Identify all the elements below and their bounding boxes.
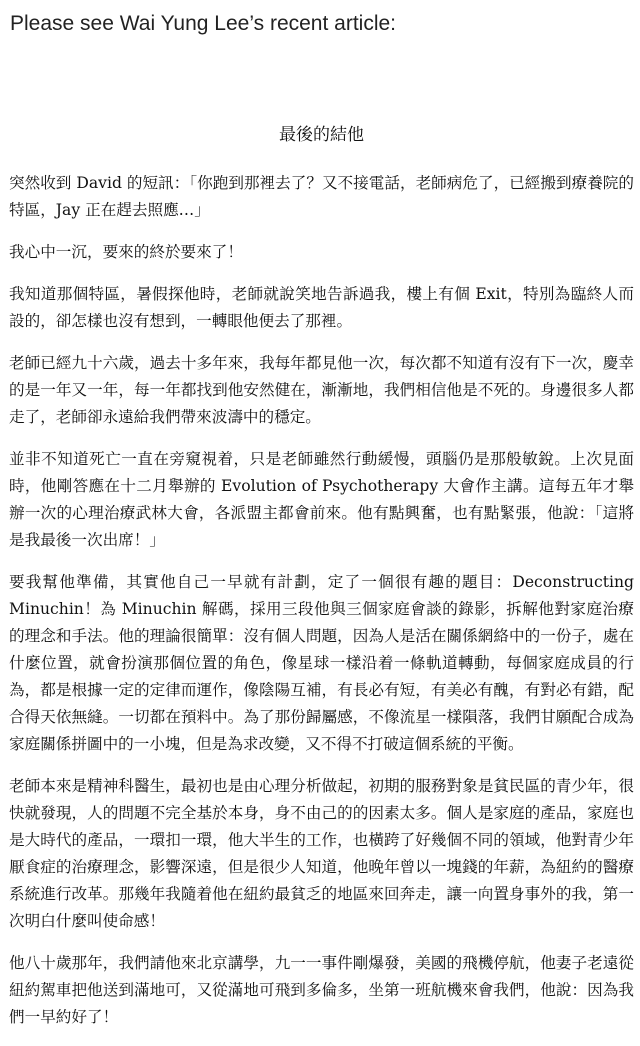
- article-paragraph: 他八十歲那年，我們請他來北京講學，九一一事件剛爆發，美國的飛機停航，他妻子老遠從紐約駕車把他送到滿地可，又從滿地可飛到多倫多，坐第一班航機來會我們，他說：因為我們一早約好了！: [9, 954, 634, 1026]
- article-paragraph: 老師本來是精神科醫生，最初也是由心理分析做起，初期的服務對象是貧民區的青少年，很快就發現，人的問題不完全基於本身，身不由己的的因素太多。個人是家庭的產品，家庭也是大時代的產品，一環扣一環，他大半生的工作，也橫跨了好幾個不同的領域，他對青少年厭食症的治療理念，影響深遠，但是很少人知道，他晚年曾以一塊錢的年薪，為紐約的醫療系統進行改革。那幾年我隨着他在紐約最貧乏的地區來回奔走，讓一向置身事外的我，第一次明白什麼叫使命感！: [9, 777, 634, 930]
- article-paragraph: 我心中一沉，要來的終於要來了！: [9, 243, 243, 261]
- article: [9, 120, 634, 1046]
- article-paragraph: 並非不知道死亡一直在旁窺視着，只是老師雖然行動緩慢，頭腦仍是那般敏銳。上次見面時，他剛答應在十二月舉辦的 Evolution of Psychotherapy 大會作主講。這每五年才舉辦一次的心理治療武林大會，各派盟主都會前來。他有點興奮，也有點緊張，他說：「這將是我最後一次出席！」: [9, 450, 634, 549]
- article-title: 最後的結他: [279, 125, 364, 145]
- article-paragraph: 突然收到 David 的短訊：「你跑到那裡去了？又不接電話，老師病危了，已經搬到療養院的特區，Jay 正在趕去照應…」: [9, 174, 634, 219]
- article-paragraph: 我知道那個特區，暑假探他時，老師就說笑地告訴過我，樓上有個 Exit，特別為臨終人而設的，卻怎樣也沒有想到，一轉眼他便去了那裡。: [9, 285, 634, 330]
- article-paragraph: 要我幫他準備，其實他自己一早就有計劃，定了一個很有趣的題目：Deconstructing Minuchin！為 Minuchin 解碼，採用三段他與三個家庭會談的錄影，拆解他對家庭治療的理念和手法。他的理論很簡單：沒有個人問題，因為人是活在關係網絡中的一份子，處在什麼位置，就會扮演那個位置的角色，像星球一樣沿着一條軌道轉動，每個家庭成員的行為，都是根據一定的定律而運作，像陰陽互補，有長必有短，有美必有醜，有對必有錯，配合得天依無縫。一切都在預料中。為了那份歸屬感，不像流星一樣隕落，我們甘願配合成為家庭關係拼圖中的一小塊，但是為求改變，又不得不打破這個系統的平衡。: [9, 573, 634, 753]
- article-paragraph: 老師已經九十六歲，過去十多年來，我每年都見他一次，每次都不知道有沒有下一次，慶幸的是一年又一年，每一年都找到他安然健在，漸漸地，我們相信他是不死的。身邊很多人都走了，老師卻永遠給我們帶來波濤中的穩定。: [9, 354, 634, 426]
- intro-header: Please see Wai Yung Lee’s recent article:: [10, 12, 397, 35]
